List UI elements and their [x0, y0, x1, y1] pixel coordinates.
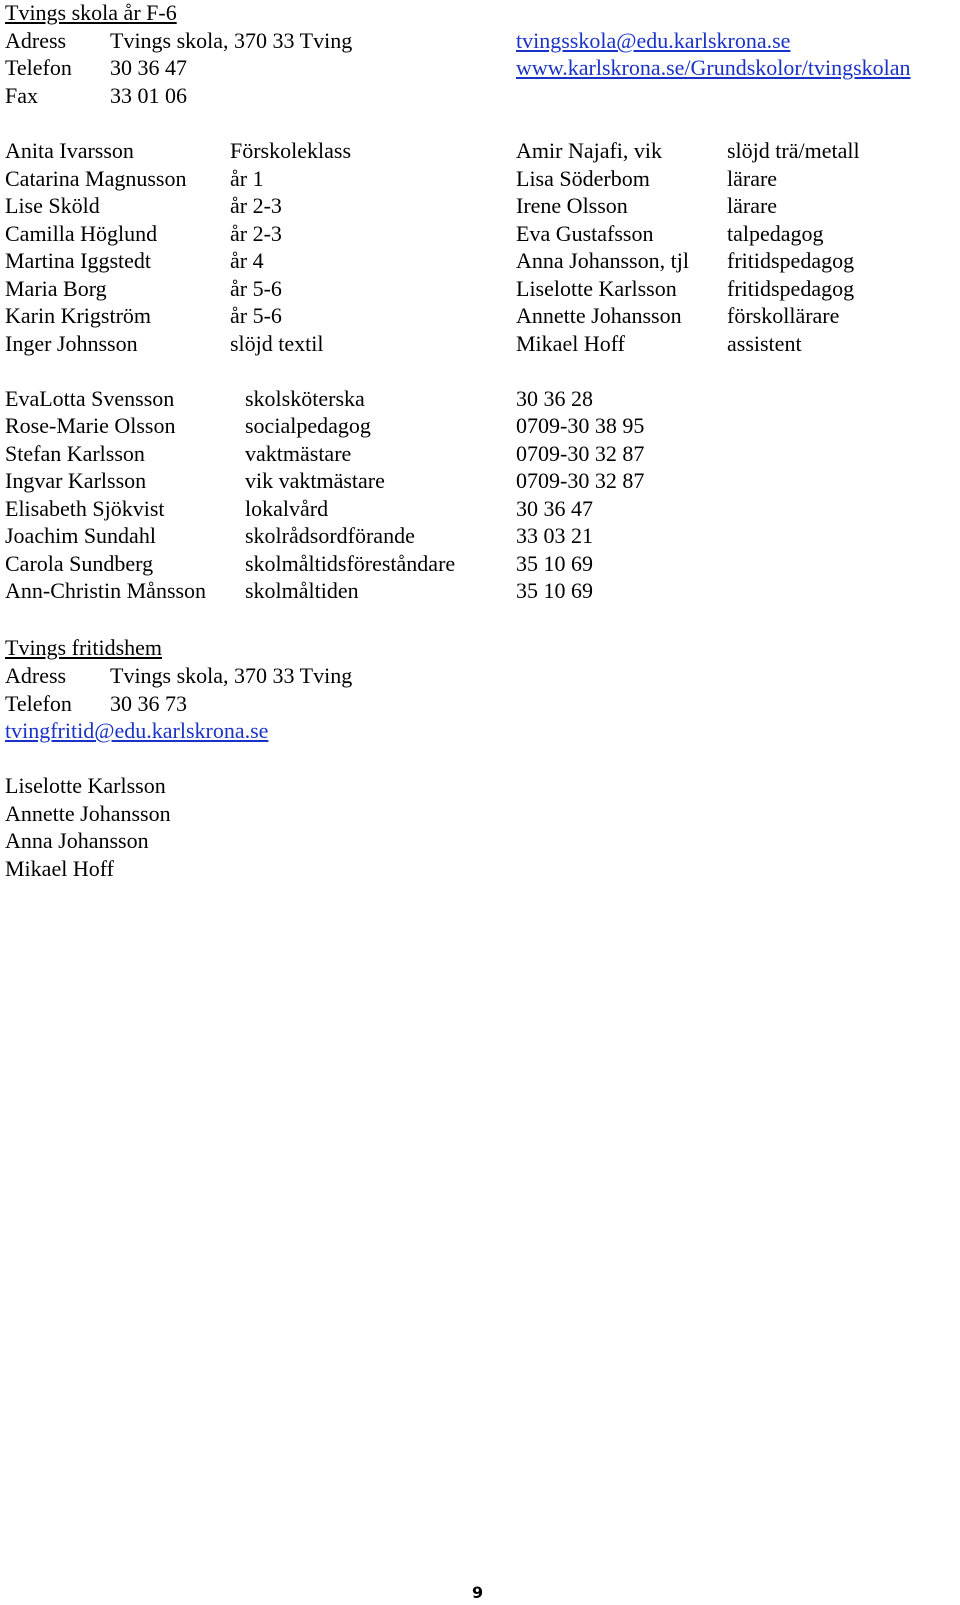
phone-value: 30 36 47: [110, 55, 187, 80]
staff-role: fritidspedagog: [727, 276, 855, 301]
fritidshem-address-value: Tvings skola, 370 33 Tving: [110, 663, 353, 688]
teacher-role: år 5-6: [230, 303, 282, 328]
support-role: vaktmästare: [245, 441, 352, 466]
teacher-role: år 5-6: [230, 276, 282, 301]
teacher-role: år 1: [230, 166, 264, 191]
fritidshem-email-link[interactable]: tvingfritid@edu.karlskrona.se: [5, 718, 269, 743]
support-name: Ingvar Karlsson: [5, 468, 147, 493]
teacher-name: Martina Iggstedt: [5, 248, 152, 273]
support-role: skolmåltiden: [245, 578, 359, 603]
teacher-role: slöjd textil: [230, 331, 324, 356]
staff-name: Amir Najafi, vik: [516, 138, 663, 163]
staff-name: Annette Johansson: [516, 303, 682, 328]
staff-name: Anna Johansson, tjl: [516, 248, 689, 273]
teacher-name: Anita Ivarsson: [5, 138, 134, 163]
support-phone: 35 10 69: [516, 578, 593, 603]
support-name: Joachim Sundahl: [5, 523, 156, 548]
support-name: EvaLotta Svensson: [5, 386, 175, 411]
teacher-name: Lise Sköld: [5, 193, 100, 218]
support-phone: 33 03 21: [516, 523, 593, 548]
staff-role: förskollärare: [727, 303, 840, 328]
teacher-role: år 2-3: [230, 193, 282, 218]
fritidshem-staff-name: Annette Johansson: [5, 801, 171, 826]
school-heading: Tvings skola år F-6: [5, 0, 177, 25]
address-label: Adress: [5, 28, 67, 53]
support-role: lokalvård: [245, 496, 329, 521]
support-name: Rose-Marie Olsson: [5, 413, 176, 438]
school-website-link[interactable]: www.karlskrona.se/Grundskolor/tvingskolan: [516, 55, 911, 80]
staff-role: talpedagog: [727, 221, 824, 246]
page-number: 9: [472, 1583, 484, 1602]
support-name: Carola Sundberg: [5, 551, 154, 576]
support-name: Stefan Karlsson: [5, 441, 145, 466]
fritidshem-staff-name: Anna Johansson: [5, 828, 149, 853]
fax-label: Fax: [5, 83, 38, 108]
support-name: Ann-Christin Månsson: [5, 578, 207, 603]
staff-name: Liselotte Karlsson: [516, 276, 677, 301]
teacher-name: Maria Borg: [5, 276, 107, 301]
fritidshem-phone-label: Telefon: [5, 691, 72, 716]
teacher-name: Karin Krigström: [5, 303, 152, 328]
support-phone: 0709-30 32 87: [516, 468, 645, 493]
staff-role: slöjd trä/metall: [727, 138, 860, 163]
support-phone: 30 36 47: [516, 496, 593, 521]
support-role: skolmåltidsföreståndare: [245, 551, 456, 576]
phone-label: Telefon: [5, 55, 72, 80]
support-phone: 0709-30 32 87: [516, 441, 645, 466]
teacher-role: Förskoleklass: [230, 138, 351, 163]
fritidshem-phone-value: 30 36 73: [110, 691, 187, 716]
staff-name: Mikael Hoff: [516, 331, 625, 356]
fritidshem-staff-name: Mikael Hoff: [5, 856, 114, 881]
staff-name: Lisa Söderbom: [516, 166, 650, 191]
support-name: Elisabeth Sjökvist: [5, 496, 165, 521]
support-role: skolrådsordförande: [245, 523, 415, 548]
teacher-role: år 2-3: [230, 221, 282, 246]
teacher-name: Camilla Höglund: [5, 221, 158, 246]
staff-role: lärare: [727, 193, 778, 218]
fritidshem-heading: Tvings fritidshem: [5, 635, 163, 660]
support-role: socialpedagog: [245, 413, 371, 438]
support-phone: 30 36 28: [516, 386, 593, 411]
staff-name: Irene Olsson: [516, 193, 628, 218]
support-role: vik vaktmästare: [245, 468, 385, 493]
support-phone: 35 10 69: [516, 551, 593, 576]
staff-name: Eva Gustafsson: [516, 221, 654, 246]
support-phone: 0709-30 38 95: [516, 413, 645, 438]
fax-value: 33 01 06: [110, 83, 187, 108]
staff-role: fritidspedagog: [727, 248, 855, 273]
teacher-role: år 4: [230, 248, 264, 273]
fritidshem-staff-name: Liselotte Karlsson: [5, 773, 166, 798]
staff-role: lärare: [727, 166, 778, 191]
support-role: skolsköterska: [245, 386, 365, 411]
fritidshem-address-label: Adress: [5, 663, 67, 688]
school-email-link[interactable]: tvingsskola@edu.karlskrona.se: [516, 28, 791, 53]
teacher-name: Inger Johnsson: [5, 331, 138, 356]
teacher-name: Catarina Magnusson: [5, 166, 187, 191]
staff-role: assistent: [727, 331, 802, 356]
address-value: Tvings skola, 370 33 Tving: [110, 28, 353, 53]
